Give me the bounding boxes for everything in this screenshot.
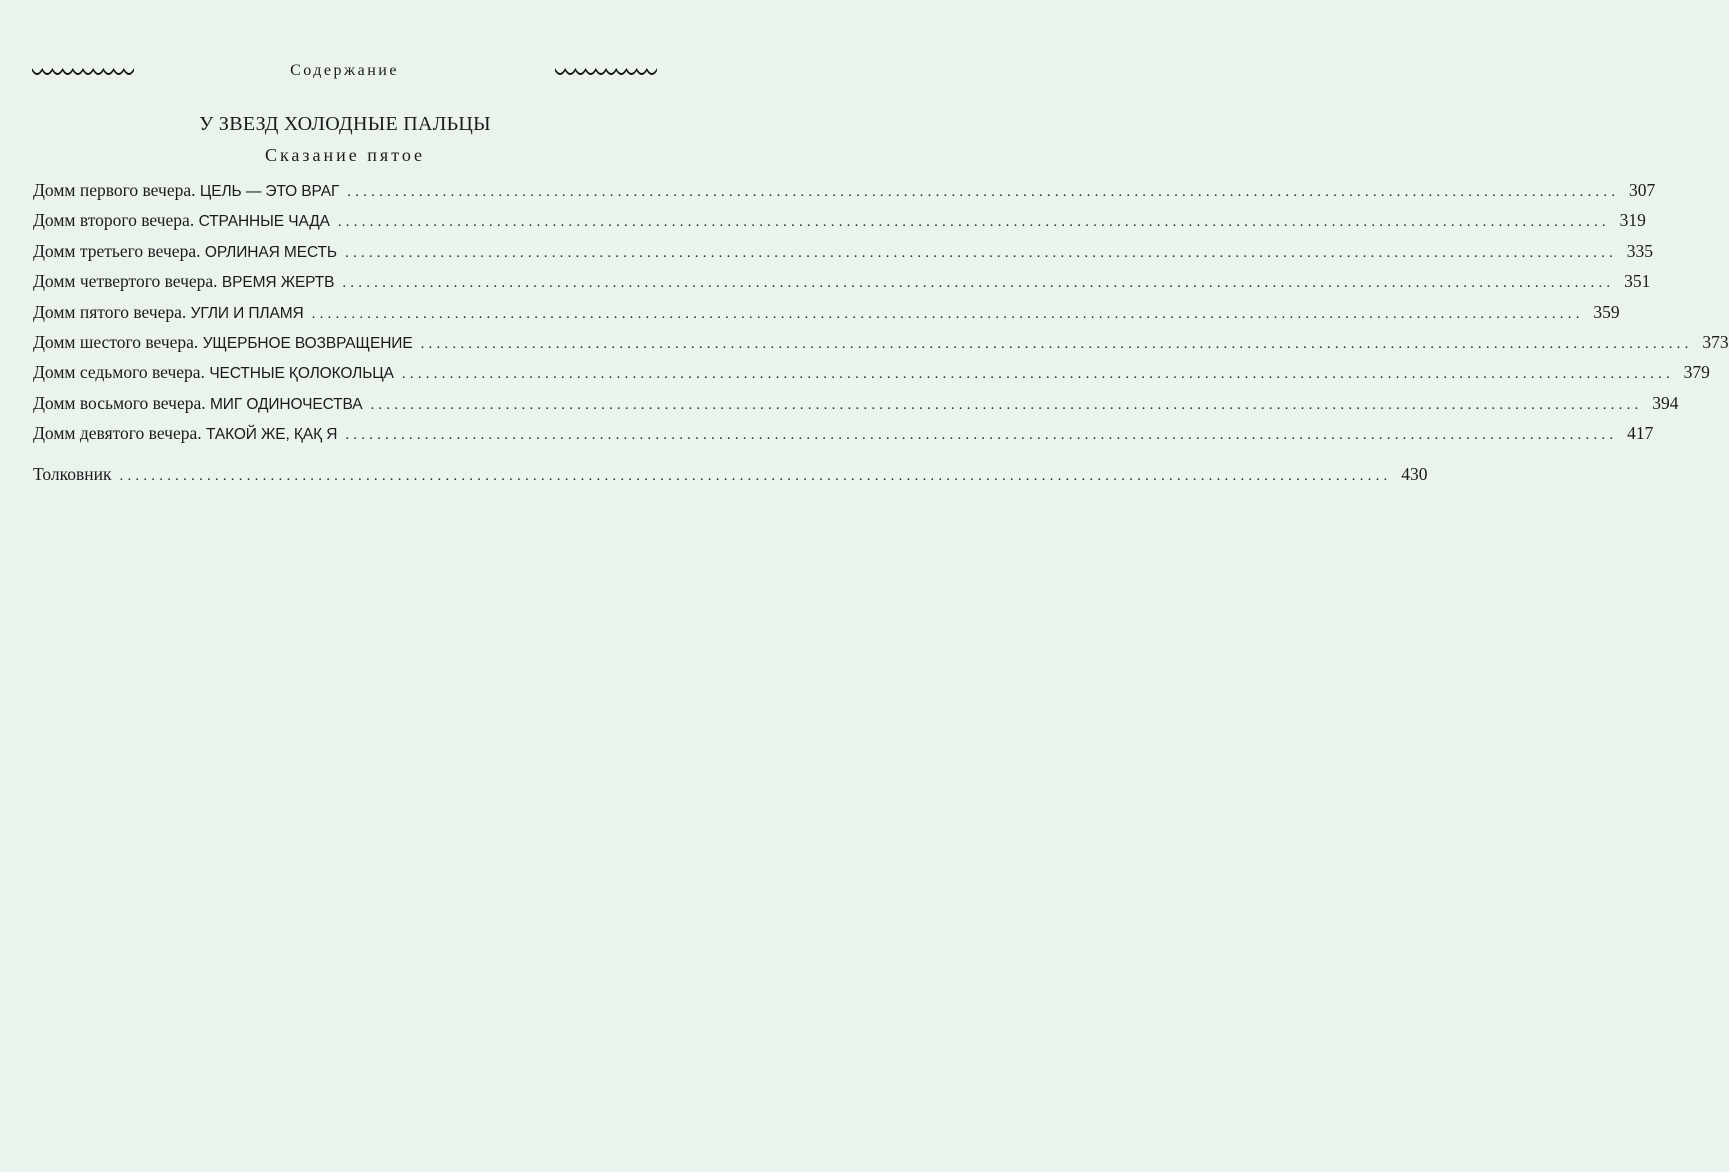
toc-entry-title: СТРАННЫЕ ЧАДА xyxy=(198,213,330,231)
toc-entry-label xyxy=(33,332,413,353)
toc-entry[interactable] xyxy=(33,362,1710,392)
book-title: У ЗВЕЗД ХОЛОДНЫЕ ПАЛЬЦЫ xyxy=(199,113,491,135)
running-header-title: Содержание xyxy=(290,62,399,79)
toc-entry-page: 373 xyxy=(1702,331,1729,352)
toc-entry[interactable] xyxy=(33,423,1654,453)
toc-entry-page: 351 xyxy=(1624,271,1651,292)
toc-entry[interactable] xyxy=(33,240,1653,271)
toc-entry[interactable] xyxy=(33,331,1729,362)
toc-entry-title: ВРЕМЯ ЖЕРТВ xyxy=(221,274,335,292)
table-of-contents xyxy=(33,180,1729,494)
toc-entry-page: 319 xyxy=(1619,210,1646,231)
toc-entry[interactable] xyxy=(33,392,1679,423)
toc-entry-title: ТАКОЙ ЖЕ, ҚАҚ Я xyxy=(206,426,338,444)
toc-entry-page: 359 xyxy=(1593,301,1620,322)
toc-entry-title: ЦЕЛЬ — ЭТО ВРАГ xyxy=(199,183,340,200)
toc-entry-prefix: Домм второго вечера. xyxy=(33,210,195,231)
dot-leader: ................................................................................................................................................................ xyxy=(311,305,1584,322)
toc-entry-prefix: Домм третьего вечера. xyxy=(33,240,201,261)
dot-leader: ................................................................................................................................................................ xyxy=(119,467,1392,484)
toc-entry-title: МИГ ОДИНОЧЕСТВА xyxy=(209,395,363,413)
dot-leader: ................................................................................................................................................................ xyxy=(342,275,1615,292)
toc-entry-label xyxy=(33,210,330,231)
toc-index-label: Толковник xyxy=(33,463,112,484)
toc-entry[interactable] xyxy=(33,301,1620,332)
toc-entry-prefix: Домм четвертого вечера. xyxy=(33,271,218,292)
toc-entry-prefix: Домм шестого вечера. xyxy=(33,331,199,352)
toc-entry[interactable] xyxy=(33,180,1656,210)
dot-leader: ................................................................................................................................................................ xyxy=(401,366,1674,383)
toc-entry-title: УГЛИ И ПЛАМЯ xyxy=(190,304,304,322)
toc-entry-prefix: Домм девятого вечера. xyxy=(33,423,202,444)
running-header xyxy=(32,62,657,86)
toc-entry-label xyxy=(33,362,394,383)
toc-entry-page: 394 xyxy=(1652,392,1679,413)
toc-entry-label xyxy=(33,423,337,444)
toc-entry-title: ЧЕСТНЫЕ ҚОЛОКОЛЬЦА xyxy=(209,365,394,383)
toc-entry[interactable] xyxy=(33,210,1646,240)
toc-entry-label xyxy=(33,302,304,323)
toc-entry-page: 335 xyxy=(1626,240,1653,261)
toc-entry-prefix: Домм пятого вечера. xyxy=(33,301,187,322)
toc-entry-title: ОРЛИНАЯ МЕСТЬ xyxy=(204,243,337,261)
toc-entry-label xyxy=(33,271,334,292)
toc-entry-prefix: Домм седьмого вечера. xyxy=(33,362,205,383)
toc-entry-page: 307 xyxy=(1629,180,1656,200)
dot-leader: ................................................................................................................................................................ xyxy=(337,214,1610,231)
dot-leader: ................................................................................................................................................................ xyxy=(347,184,1620,200)
toc-index-entry[interactable] xyxy=(33,463,1428,494)
toc-entry-prefix: Домм восьмого вечера. xyxy=(33,392,206,413)
toc-entry-prefix: Домм первого вечера. xyxy=(33,180,196,200)
dot-leader: ................................................................................................................................................................ xyxy=(420,335,1693,352)
wave-ornament-icon xyxy=(555,67,657,77)
part-title: Сказание пятое xyxy=(264,145,426,165)
toc-entry-label xyxy=(33,241,337,262)
toc-entry-title: УЩЕРБНОЕ ВОЗВРАЩЕНИЕ xyxy=(202,334,413,352)
dot-leader: ................................................................................................................................................................ xyxy=(345,244,1617,261)
dot-leader: ................................................................................................................................................................ xyxy=(345,427,1618,444)
toc-index-page: 430 xyxy=(1401,463,1428,484)
dot-leader: ................................................................................................................................................................ xyxy=(370,396,1643,413)
toc-entry-page: 379 xyxy=(1683,362,1710,383)
toc-entry-label xyxy=(33,393,362,414)
toc-entry[interactable] xyxy=(33,271,1651,301)
toc-entry-page: 417 xyxy=(1627,423,1654,444)
toc-entry-label xyxy=(33,180,339,201)
